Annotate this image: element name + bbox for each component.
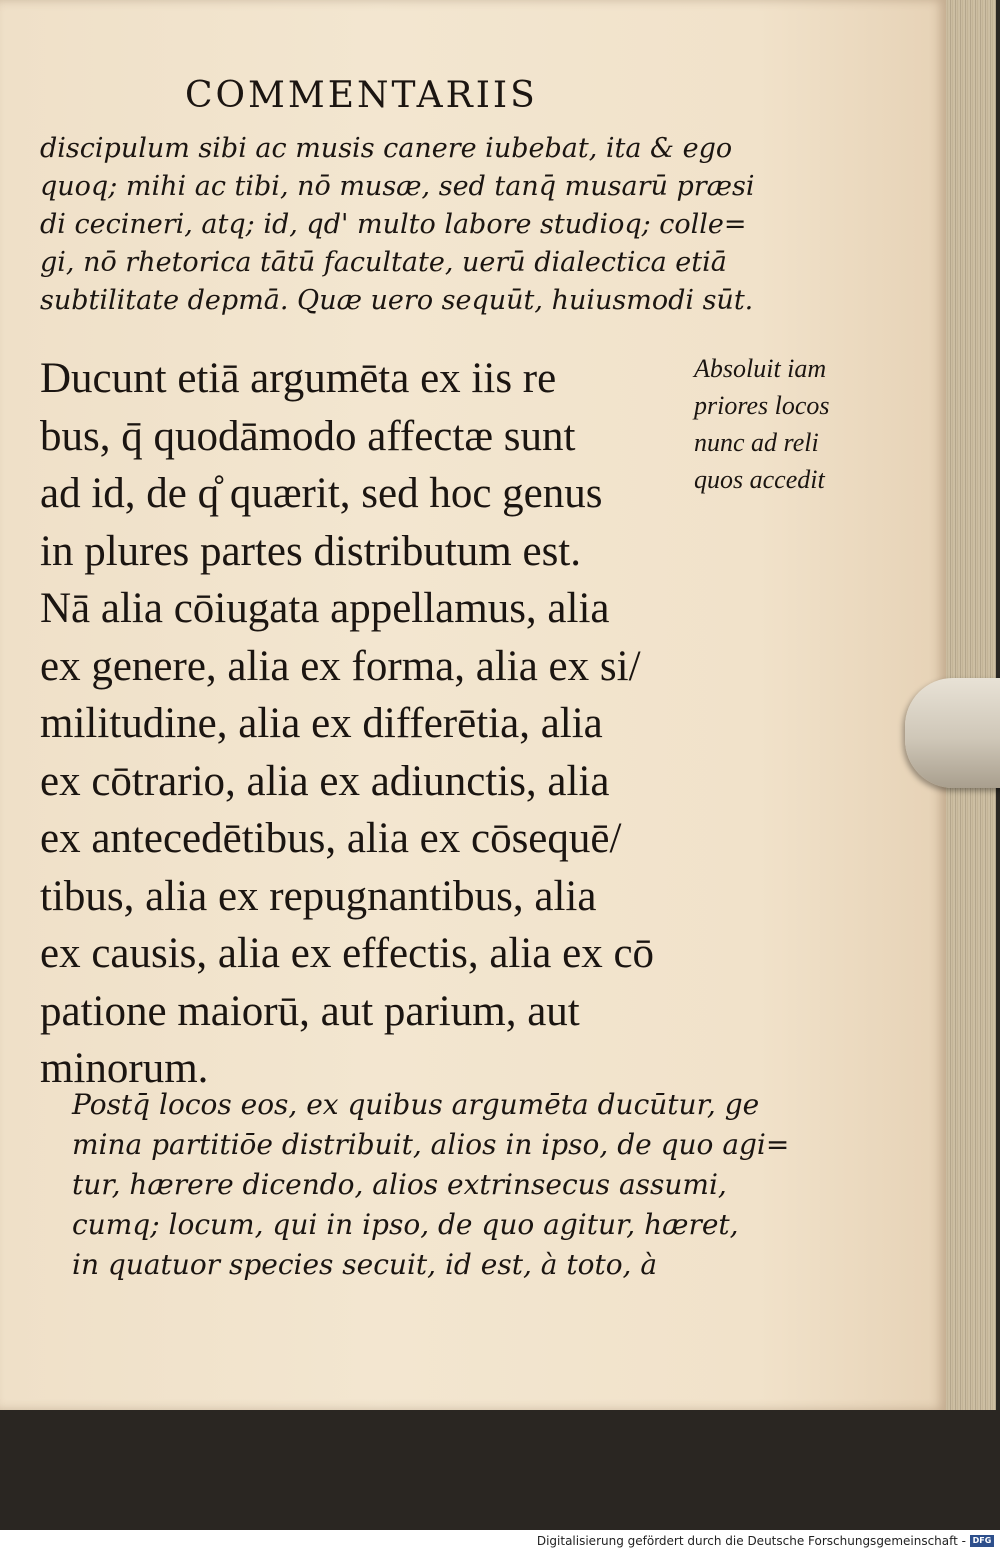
- marginal-note: [694, 350, 830, 498]
- main-text-line: ex antecedētibus, alia ex cōsequē/: [40, 815, 622, 862]
- commentary-top-line: gi, nō rhetorica tātū facultate, uerū dialectica etiā: [40, 247, 727, 278]
- main-text-line: ex cōtrario, alia ex adiunctis, alia: [40, 757, 610, 805]
- footer-credit: Digitalisierung gefördert durch die Deutsche Forschungsgemeinschaft -: [536, 1534, 966, 1548]
- commentary-bottom-line: Postq̄ locos eos, ex quibus argumēta ducūtur, ge: [72, 1088, 760, 1121]
- marginal-note-line: Absoluit iam: [694, 354, 827, 383]
- commentary-bottom-line: tur, hærere dicendo, alios extrinsecus assumi,: [72, 1168, 727, 1201]
- main-text-line: patione maiorū, aut parium, aut: [40, 987, 580, 1035]
- commentary-bottom: [72, 1085, 789, 1285]
- commentary-top-line: discipulum sibi ac musis canere iubebat, ita & ego: [40, 133, 733, 164]
- main-text-line: Nā alia cōiugata appellamus, alia: [40, 585, 610, 632]
- main-text-line: ex genere, alia ex forma, alia ex si/: [40, 642, 641, 690]
- main-text-line: bus, q̄ quodāmodo affectæ sunt: [40, 412, 576, 460]
- marginal-note-line: quos accedit: [694, 465, 825, 494]
- scan-background: [0, 1410, 1000, 1530]
- main-text-line: Ducunt etiā argumēta ex iis re: [40, 355, 557, 402]
- commentary-top: [40, 130, 755, 320]
- commentary-bottom-line: cumq; locum, qui in ipso, de quo agitur, hæret,: [72, 1208, 739, 1241]
- marginal-note-line: priores locos: [694, 391, 830, 420]
- main-text-line: militudine, alia ex differētia, alia: [40, 700, 603, 747]
- main-text-line: ad id, de q̊ quærit, sed hoc genus: [40, 470, 603, 517]
- commentary-bottom-line: mina partitiōe distribuit, alios in ipso, de quo agi=: [72, 1128, 790, 1161]
- commentary-top-line: subtilitate depmā. Quæ uero sequūt, huiusmodi sūt.: [40, 285, 754, 316]
- digitization-footer: [0, 1530, 1000, 1552]
- book-clasp: [905, 678, 1000, 788]
- dfg-logo-icon: DFG: [970, 1535, 994, 1547]
- commentary-bottom-line: in quatuor species secuit, id est, à toto, à: [72, 1248, 658, 1281]
- commentary-top-line: di cecineri, atq; id, qd' multo labore studioq; colle=: [40, 209, 747, 240]
- commentary-top-line: quoq; mihi ac tibi, nō musæ, sed tanq̄ musarū præsi: [40, 171, 755, 202]
- running-header: COMMENTARIIS: [185, 75, 538, 116]
- main-text-line: in plures partes distributum est.: [40, 527, 582, 575]
- main-text-line: tibus, alia ex repugnantibus, alia: [40, 872, 597, 920]
- main-text-line: minorum.: [40, 1045, 209, 1092]
- marginal-note-line: nunc ad reli: [694, 428, 819, 457]
- main-text-block: [40, 350, 654, 1098]
- main-text-line: ex causis, alia ex effectis, alia ex cō: [40, 930, 655, 977]
